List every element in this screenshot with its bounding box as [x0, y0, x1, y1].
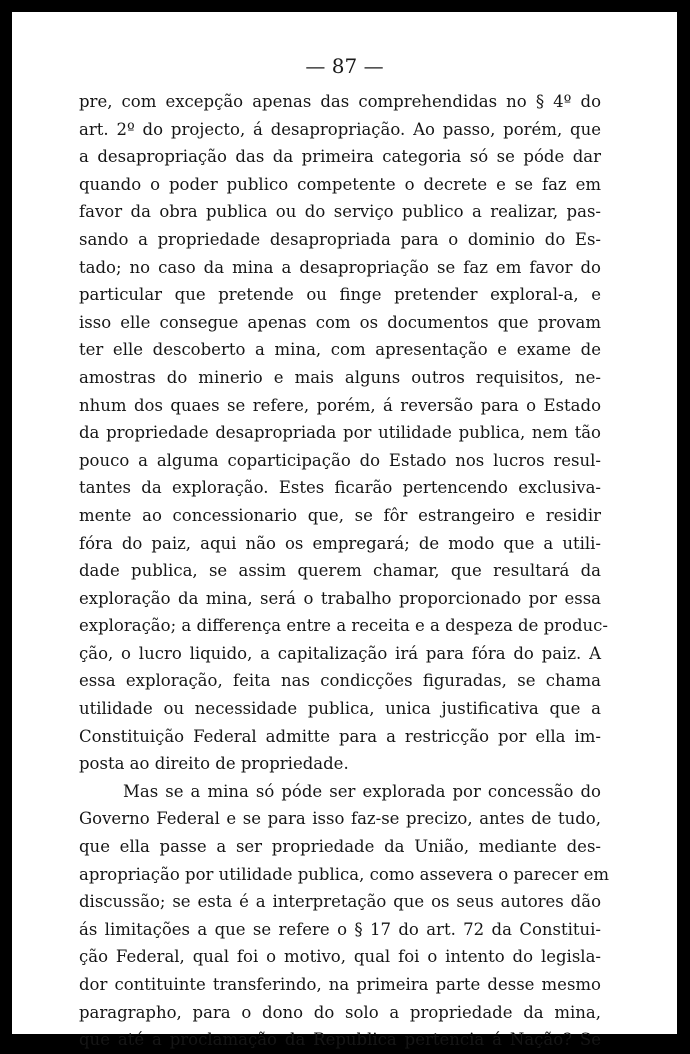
text-line: a desapropriação das da primeira categoria só se póde dar [79, 147, 601, 167]
text-line: ás limitações a que se refere o § 17 do art. 72 da Constitui- [79, 919, 601, 939]
document-page [12, 12, 677, 1050]
text-line: mente ao concessionario que, se fôr estrangeiro e residir [79, 505, 601, 525]
text-line: da propriedade desapropriada por utilidade publica, nem tão [79, 423, 601, 443]
text-line: exploração da mina, será o trabalho proporcionado por essa [79, 588, 601, 608]
text-line: essa exploração, feita nas condicções figuradas, se chama [79, 671, 601, 691]
text-line: quando o poder publico competente o decrete e se faz em [79, 174, 601, 194]
text-line: que ella passe a ser propriedade da União, mediante des- [79, 837, 601, 857]
text-line: Constituição Federal admitte para a restricção por ella im- [79, 726, 601, 746]
text-line: particular que pretende ou finge pretender exploral-a, e [79, 285, 601, 305]
text-line: ção, o lucro liquido, a capitalização irá para fóra do paiz. A [79, 643, 601, 663]
text-line: apropriação por utilidade publica, como assevera o parecer em [79, 864, 609, 884]
text-line: art. 2º do projecto, á desapropriação. Ao passo, porém, que [79, 119, 601, 139]
text-line: dor contituinte transferindo, na primeira parte desse mesmo [79, 975, 601, 994]
paragraph [79, 778, 609, 1054]
text-line: ter elle descoberto a mina, com apresentação e exame de [79, 340, 601, 360]
text-line: que até a proclamação da Republica pertencia á Nação? Se [79, 1030, 601, 1050]
body-text [79, 88, 609, 1054]
text-line: discussão; se esta é a interpretação que os seus autores dão [79, 892, 601, 912]
text-line: pre, com excepção apenas das comprehendidas no § 4º do [79, 92, 601, 111]
text-line: pouco a alguma coparticipação do Estado nos lucros resul- [79, 450, 601, 470]
text-line: posta ao direito de propriedade. [79, 754, 349, 774]
text-line: ção Federal, qual foi o motivo, qual foi o intento do legisla- [79, 947, 601, 967]
text-line: utilidade ou necessidade publica, unica justificativa que a [79, 699, 601, 719]
text-line: fóra do paiz, aqui não os empregará; de modo que a utili- [79, 533, 601, 553]
text-line: nhum dos quaes se refere, porém, á reversão para o Estado [79, 395, 601, 415]
text-line: favor da obra publica ou do serviço publico a realizar, pas- [79, 202, 601, 222]
text-line: Mas se a mina só póde ser explorada por concessão do [123, 781, 601, 801]
text-line: tado; no caso da mina a desapropriação se faz em favor do [79, 257, 601, 277]
text-line: exploração; a differença entre a receita e a despeza de produc- [79, 616, 608, 636]
text-line: dade publica, se assim querem chamar, que resultará da [79, 561, 601, 581]
text-line: Governo Federal e se para isso faz-se precizo, antes de tudo, [79, 809, 601, 829]
page-number: — 87 — [305, 54, 384, 78]
text-line: amostras do minerio e mais alguns outros requisitos, ne- [79, 367, 601, 387]
text-line: sando a propriedade desapropriada para o dominio do Es- [79, 229, 601, 249]
text-line: paragrapho, para o dono do solo a propriedade da mina, [79, 1002, 601, 1022]
text-line: isso elle consegue apenas com os documentos que provam [79, 312, 601, 332]
text-line: tantes da exploração. Estes ficarão pertencendo exclusiva- [79, 478, 601, 498]
paragraph [79, 88, 608, 778]
